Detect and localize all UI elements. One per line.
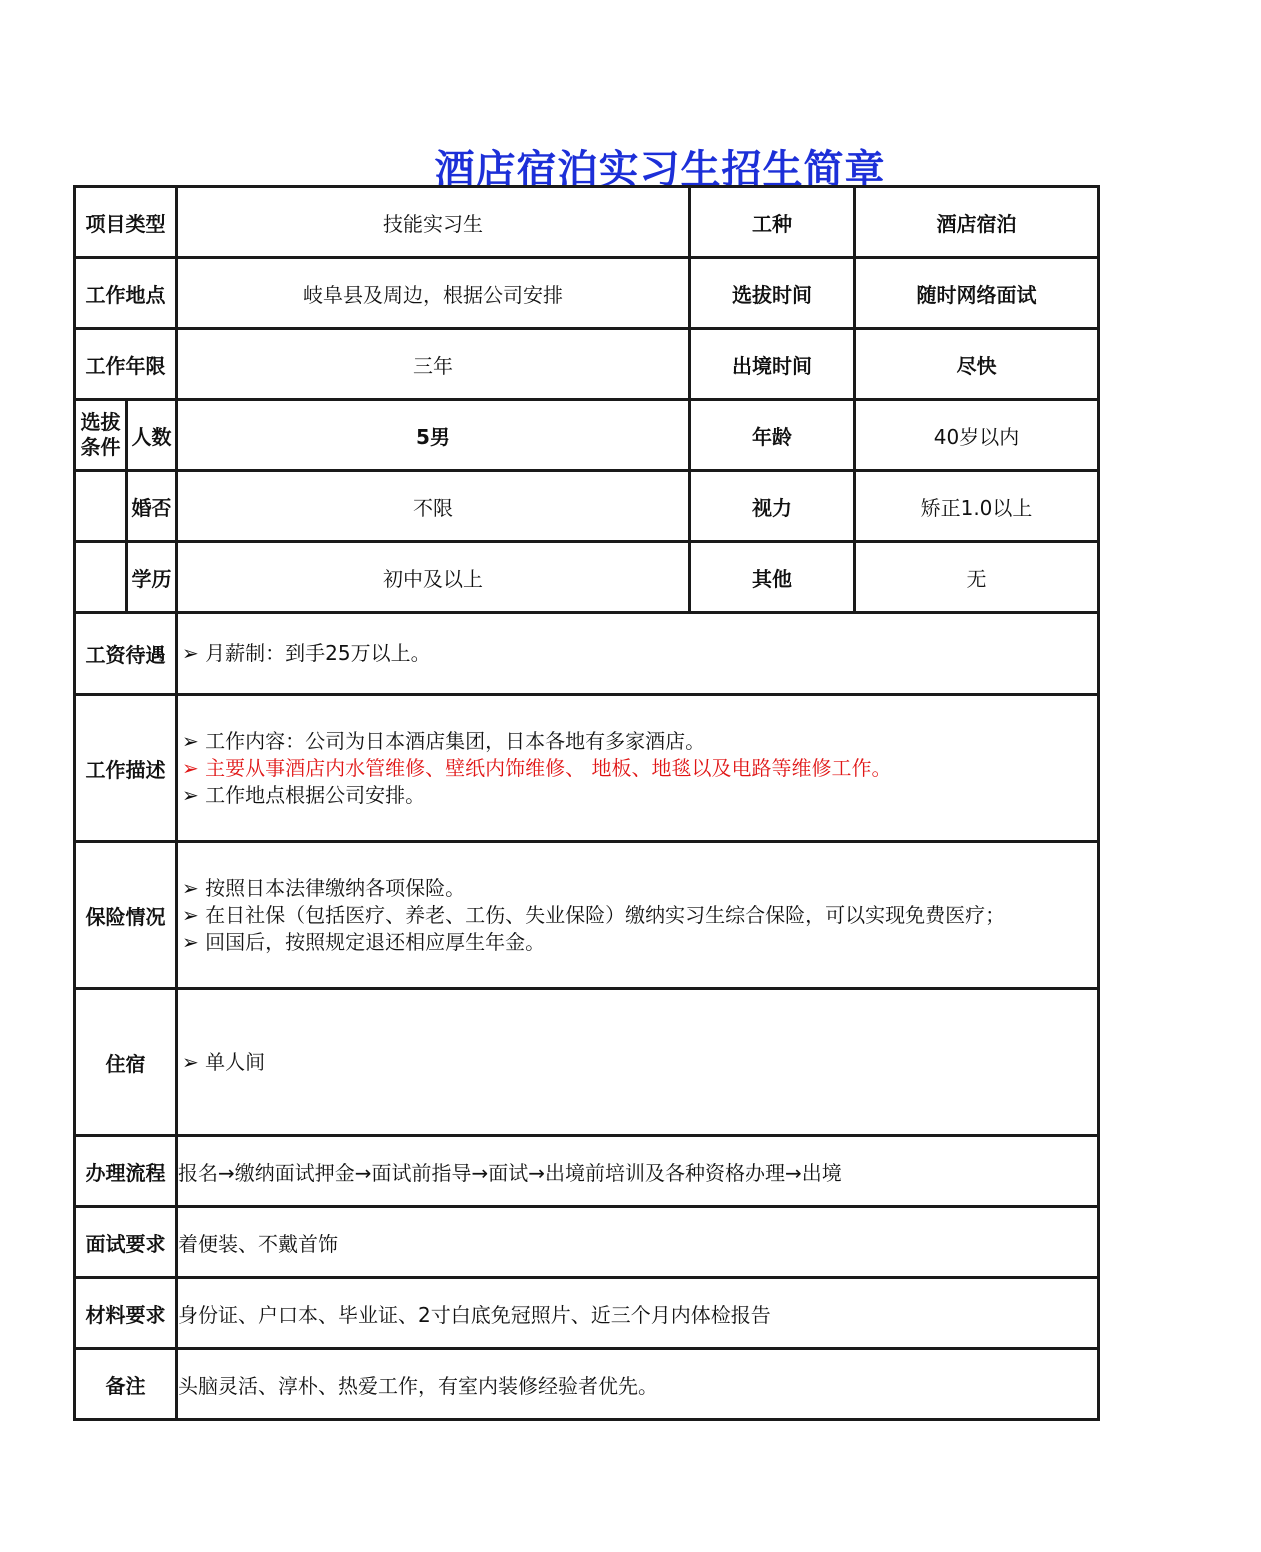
job-description-label: 工作描述	[75, 695, 177, 842]
vision-value: 矫正1.0以上	[855, 471, 1099, 542]
departure-time-value: 尽快	[855, 329, 1099, 400]
materials-value: 身份证、户口本、毕业证、2寸白底免冠照片、近三个月内体检报告	[177, 1278, 1099, 1349]
table-row	[75, 695, 1099, 842]
headcount-label: 人数	[127, 400, 177, 471]
process-label: 办理流程	[75, 1136, 177, 1207]
project-type-label: 项目类型	[75, 187, 177, 258]
insurance-line: ➢ 回国后，按照规定退还相应厚生年金。	[182, 929, 546, 954]
housing-content	[177, 989, 1099, 1136]
page-title: 酒店宿泊实习生招生简章	[434, 147, 886, 193]
salary-content	[177, 613, 1099, 695]
table-row	[75, 400, 1099, 471]
salary-line: ➢ 月薪制：到手25万以上。	[182, 641, 431, 665]
insurance-line: ➢ 按照日本法律缴纳各项保险。	[182, 875, 466, 900]
salary-label: 工资待遇	[75, 613, 177, 695]
selection-conditions-label	[75, 400, 127, 471]
age-label: 年龄	[690, 400, 855, 471]
departure-time-label: 出境时间	[690, 329, 855, 400]
table-row	[75, 1207, 1099, 1278]
selection-time-label: 选拔时间	[690, 258, 855, 329]
marital-label: 婚否	[127, 471, 177, 542]
table-row	[75, 842, 1099, 989]
age-value: 40岁以内	[855, 400, 1099, 471]
housing-label: 住宿	[75, 989, 177, 1136]
selection-conditions-line1: 选拔	[80, 410, 121, 434]
education-label: 学历	[127, 542, 177, 613]
recruitment-table	[73, 185, 1100, 1421]
other-value: 无	[855, 542, 1099, 613]
housing-line: ➢ 单人间	[182, 1049, 266, 1074]
education-value: 初中及以上	[177, 542, 690, 613]
selection-time-value: 随时网络面试	[855, 258, 1099, 329]
empty-cell	[75, 542, 127, 613]
table-row	[75, 187, 1099, 258]
interview-value: 着便装、不戴首饰	[177, 1207, 1099, 1278]
insurance-line: ➢ 在日社保（包括医疗、养老、工伤、失业保险）缴纳实习生综合保险，可以实现免费医疗；	[182, 902, 1006, 927]
table-row	[75, 329, 1099, 400]
work-years-value: 三年	[177, 329, 690, 400]
table-row	[75, 989, 1099, 1136]
marital-value: 不限	[177, 471, 690, 542]
job-type-value: 酒店宿泊	[855, 187, 1099, 258]
job-type-label: 工种	[690, 187, 855, 258]
job-description-content	[177, 695, 1099, 842]
project-type-value: 技能实习生	[177, 187, 690, 258]
table-row	[75, 1349, 1099, 1420]
table-row	[75, 471, 1099, 542]
remarks-value: 头脑灵活、淳朴、热爱工作，有室内装修经验者优先。	[177, 1349, 1099, 1420]
empty-cell	[75, 471, 127, 542]
job-description-line: ➢ 工作内容：公司为日本酒店集团，日本各地有多家酒店。	[182, 728, 706, 753]
table-row	[75, 1278, 1099, 1349]
table-row	[75, 1136, 1099, 1207]
selection-conditions-line2: 条件	[80, 435, 121, 459]
table-row	[75, 258, 1099, 329]
headcount-value: 5男	[177, 400, 690, 471]
vision-label: 视力	[690, 471, 855, 542]
table-row	[75, 542, 1099, 613]
work-years-label: 工作年限	[75, 329, 177, 400]
insurance-content	[177, 842, 1099, 989]
job-description-highlight-line: ➢ 主要从事酒店内水管维修、壁纸内饰维修、 地板、地毯以及电路等维修工作。	[182, 755, 892, 780]
work-location-label: 工作地点	[75, 258, 177, 329]
remarks-label: 备注	[75, 1349, 177, 1420]
process-value: 报名→缴纳面试押金→面试前指导→面试→出境前培训及各种资格办理→出境	[177, 1136, 1099, 1207]
work-location-value: 岐阜县及周边，根据公司安排	[177, 258, 690, 329]
job-description-line: ➢ 工作地点根据公司安排。	[182, 782, 426, 807]
table-row	[75, 613, 1099, 695]
interview-label: 面试要求	[75, 1207, 177, 1278]
other-label: 其他	[690, 542, 855, 613]
insurance-label: 保险情况	[75, 842, 177, 989]
materials-label: 材料要求	[75, 1278, 177, 1349]
